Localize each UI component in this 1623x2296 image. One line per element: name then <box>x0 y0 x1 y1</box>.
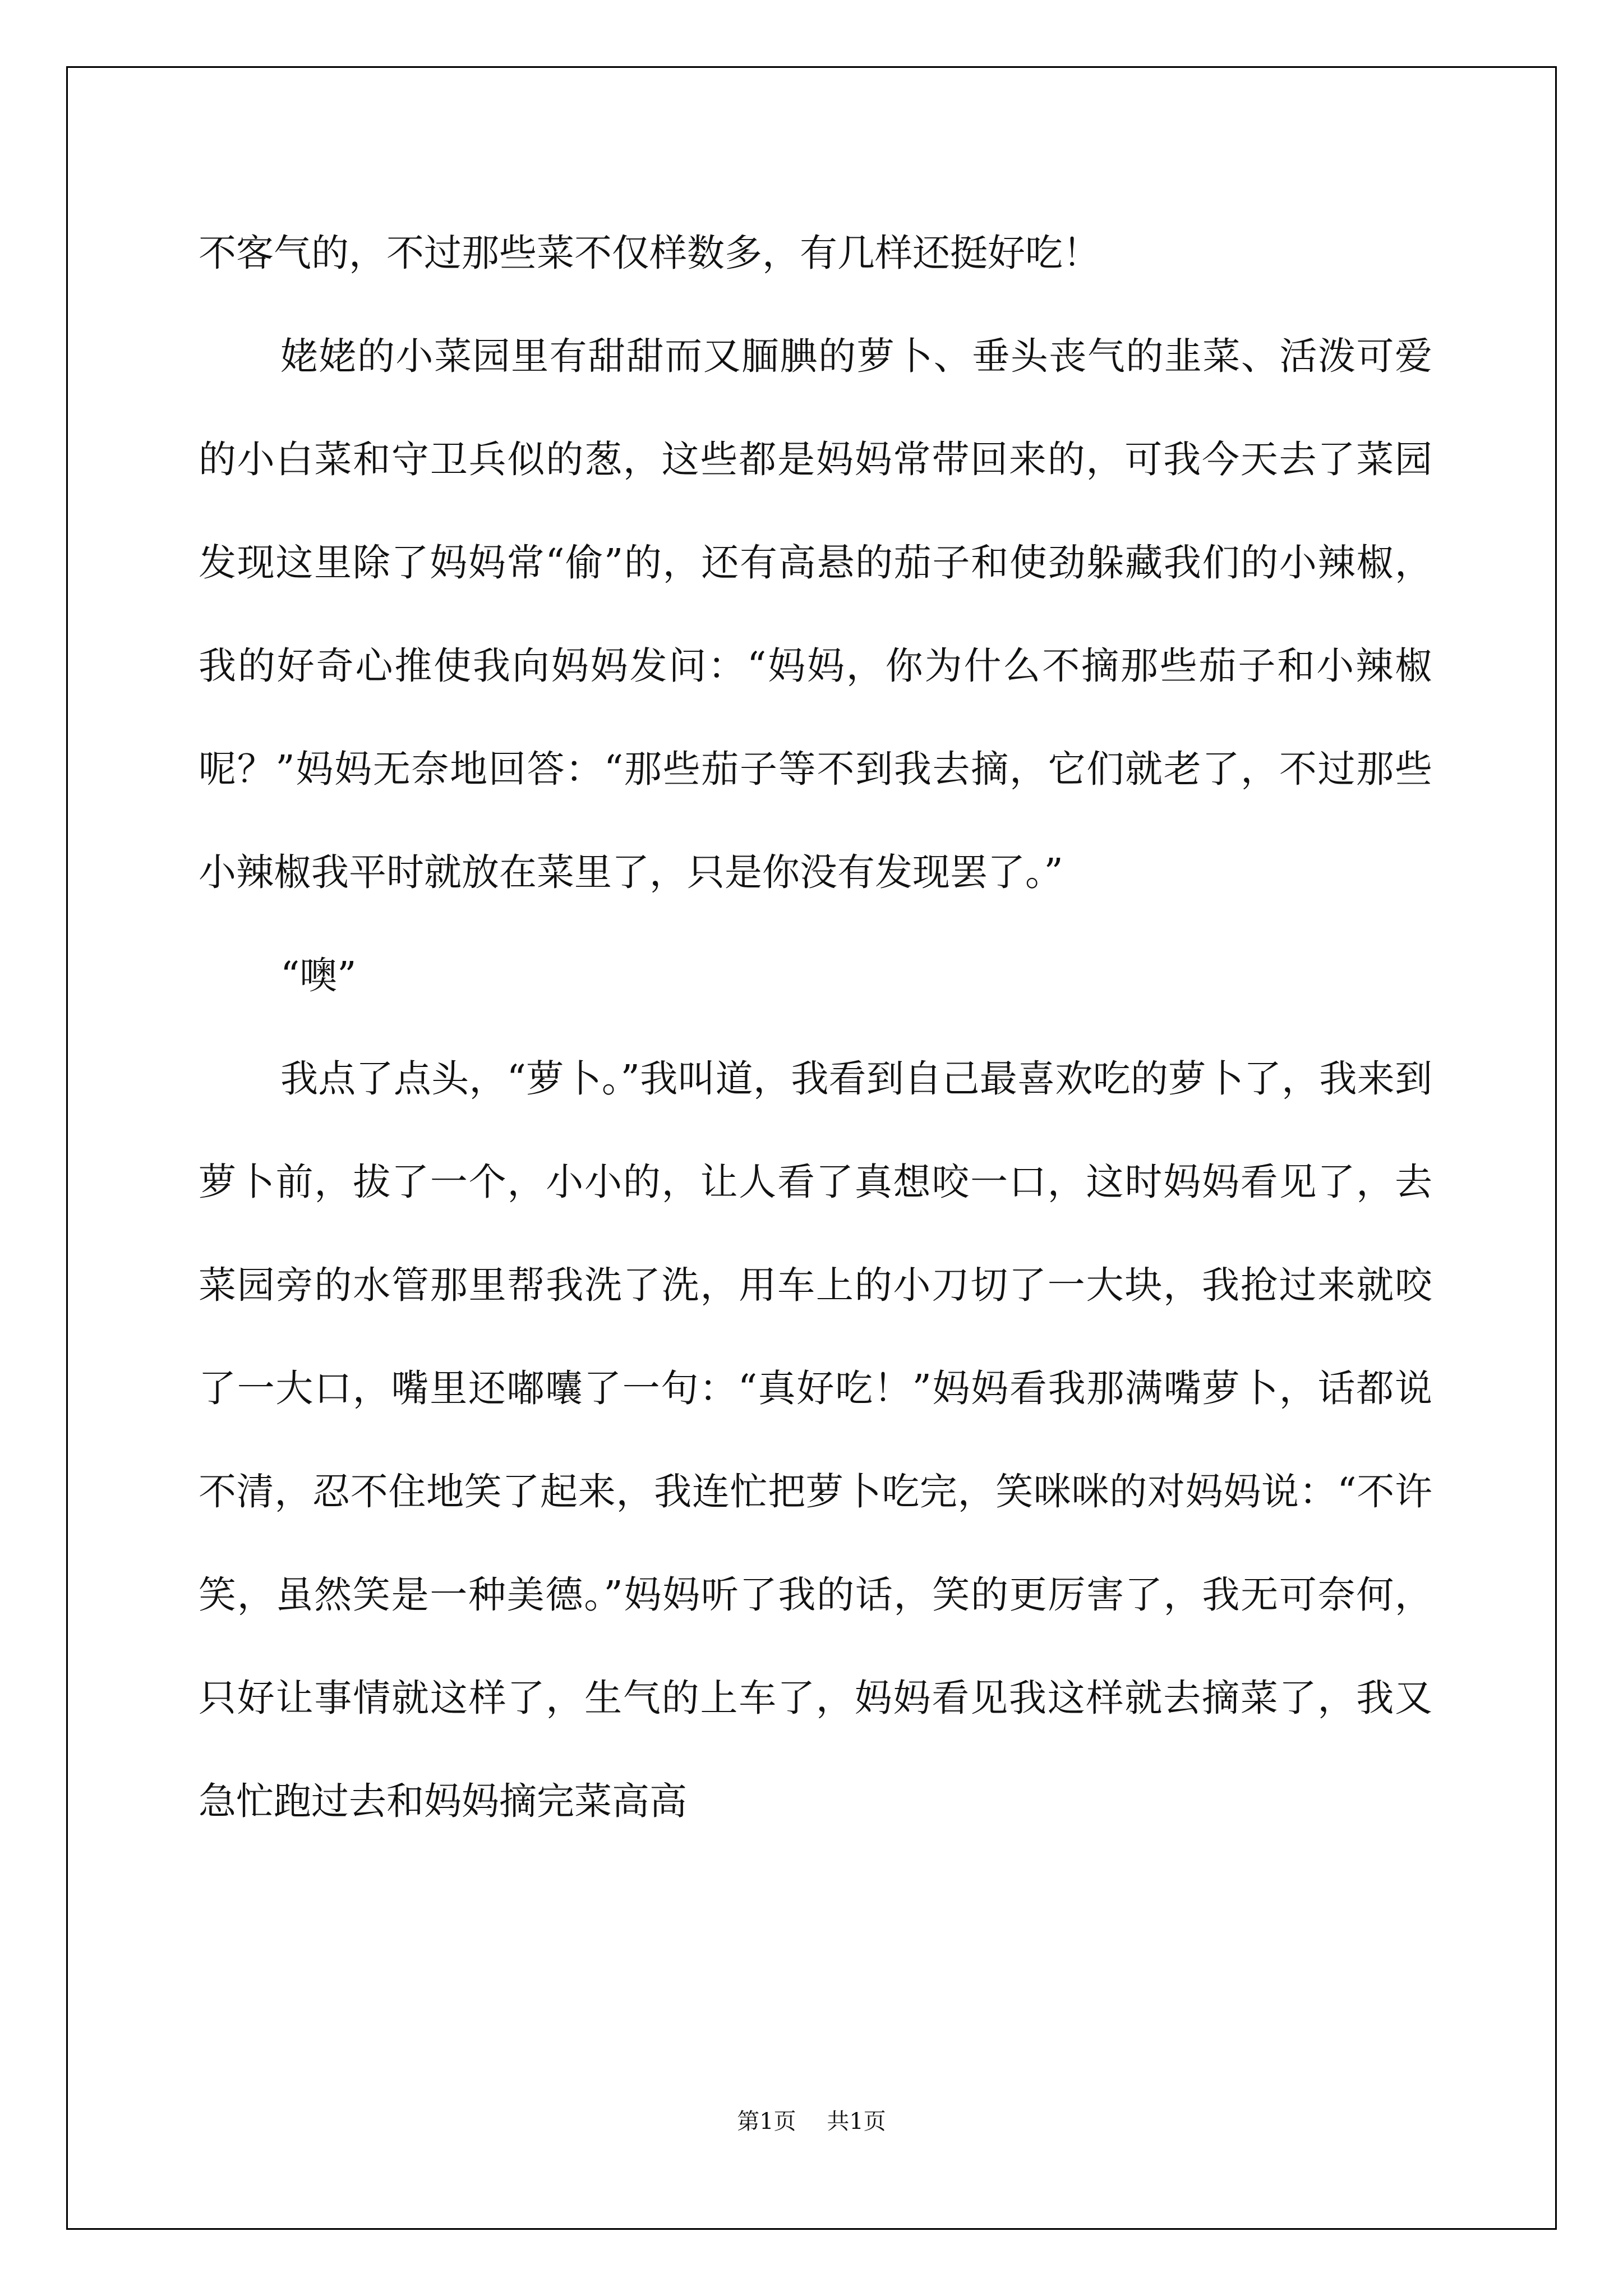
page-number: 第1页 <box>737 2109 796 2134</box>
page-total: 共1页 <box>827 2109 886 2134</box>
paragraph-2: 姥姥的小菜园里有甜甜而又腼腆的萝卜、垂头丧气的韭菜、活泼可爱的小白菜和守卫兵似的葱，这些都是妈妈常带回来的，可我今天去了菜园发现这里除了妈妈常“偷”的，还有高悬的茄子和使劲躲藏我们的小辣椒，我的好奇心推使我向妈妈发问：“妈妈，你为什么不摘那些茄子和小辣椒呢？”妈妈无奈地回答：“那些茄子等不到我去摘，它们就老了，不过那些小辣椒我平时就放在菜里了，只是你没有发现罢了。” <box>199 334 1432 894</box>
page-footer <box>0 2108 1623 2135</box>
paragraph-4: 我点了点头，“萝卜。”我叫道，我看到自己最喜欢吃的萝卜了，我来到萝卜前，拔了一个，小小的，让人看了真想咬一口，这时妈妈看见了，去菜园旁的水管那里帮我洗了洗，用车上的小刀切了一大块，我抢过来就咬了一大口，嘴里还嘟囔了一句：“真好吃！”妈妈看我那满嘴萝卜，话都说不清，忍不住地笑了起来，我连忙把萝卜吃完，笑咪咪的对妈妈说：“不许笑，虽然笑是一种美德。”妈妈听了我的话，笑的更厉害了，我无可奈何，只好让事情就这样了，生气的上车了，妈妈看见我这样就去摘菜了，我又急忙跑过去和妈妈摘完菜高高 <box>199 1057 1432 1823</box>
paragraph-1: 不客气的，不过那些菜不仅样数多，有几样还挺好吃！ <box>199 231 1100 275</box>
paragraph-3: “噢” <box>280 954 357 997</box>
document-body <box>199 201 1432 1853</box>
